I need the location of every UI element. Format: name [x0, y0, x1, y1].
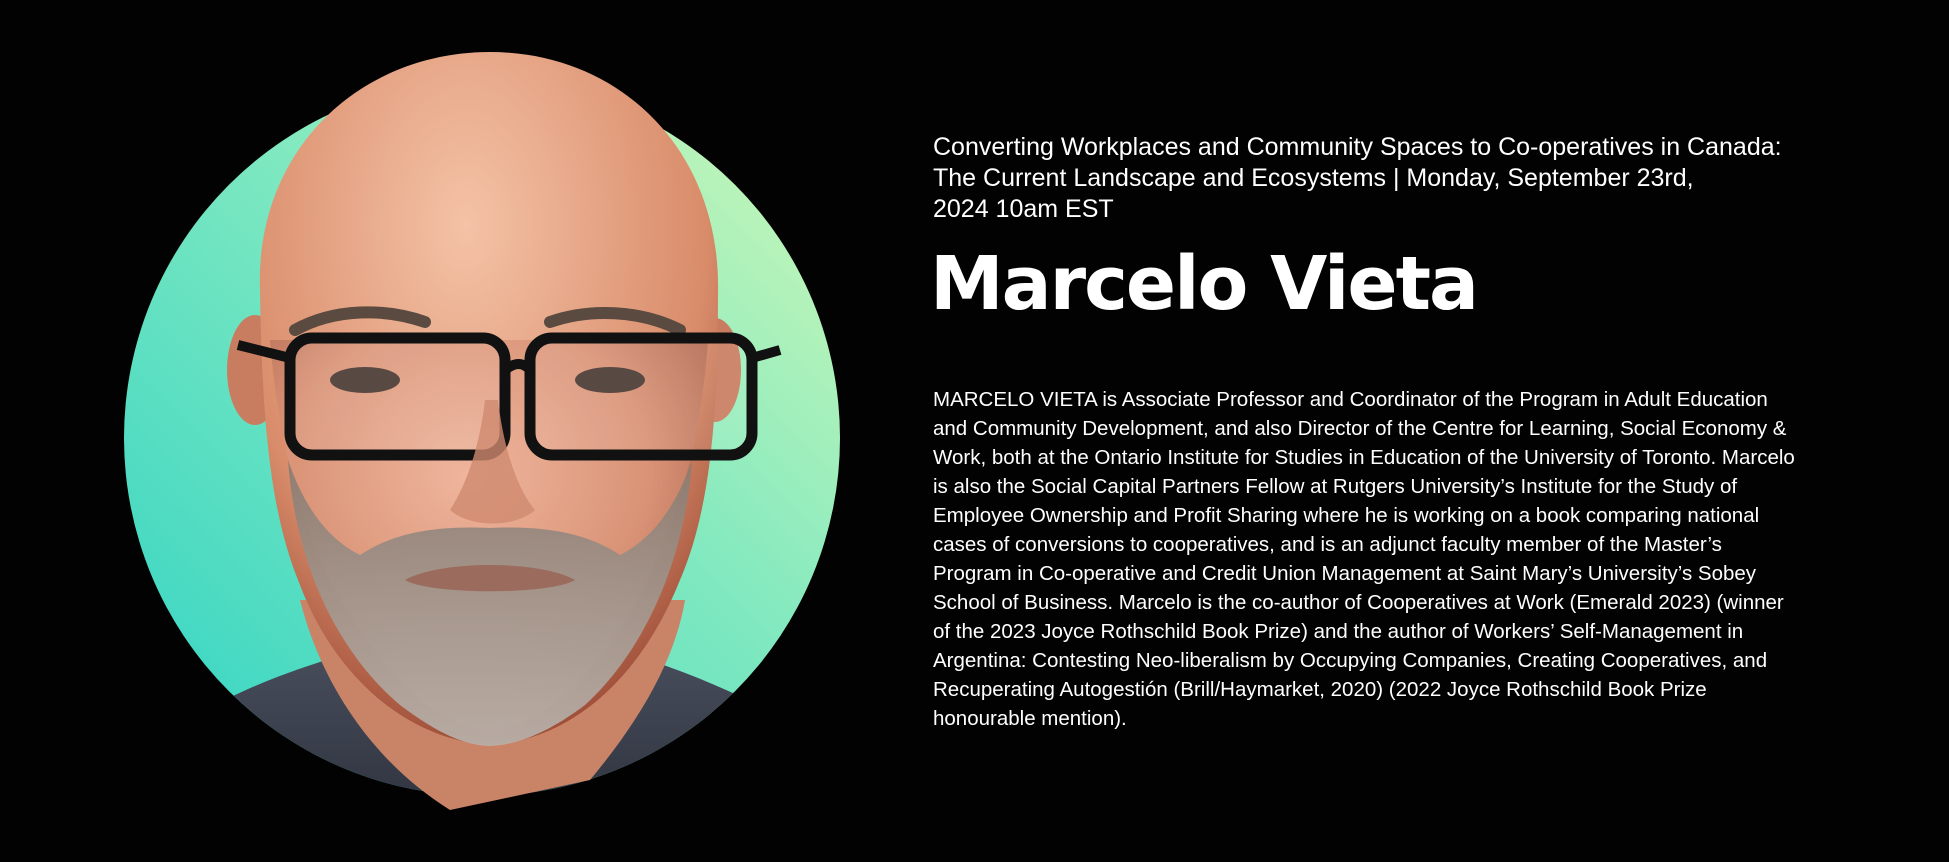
glasses-icon: [238, 338, 780, 455]
speaker-bio: MARCELO VIETA is Associate Professor and Coordinator of the Program in Adult Education and Community Development, and also Director of the Centre for Learning, Social Economy & Work, both at the Ontario Institute for Studies in Education of the University of Toronto. Marcelo is also the Social Capital Partners Fellow at Rutgers University’s Institute for the Study of Employee Ownership and Profit Sharing where he is working on a book comparing national cases of conversions to cooperatives, and is an adjunct faculty member of the Master’s Program in Co-operative and Credit Union Management at Saint Mary’s University’s Sobey School of Business. Marcelo is the co-author of Cooperatives at Work (Emerald 2023) (winner of the 2023 Joyce Rothschild Book Prize) and the author of Workers’ Self-Management in Argentina: Contesting Neo-liberalism by Occupying Companies, Creating Cooperatives, and Recuperating Autogestión (Brill/Haymarket, 2020) (2022 Joyce Rothschild Book Prize honourable mention).: [933, 388, 1795, 730]
speaker-photo: [120, 40, 880, 830]
event-title: Converting Workplaces and Community Spaces to Co-operatives in Canada: The Current Landscape and Ecosystems | Monday, September 23rd, 2024 10am EST: [933, 133, 1782, 223]
speaker-name: Marcelo Vieta: [930, 241, 1477, 327]
speaker-info: [930, 132, 1813, 733]
